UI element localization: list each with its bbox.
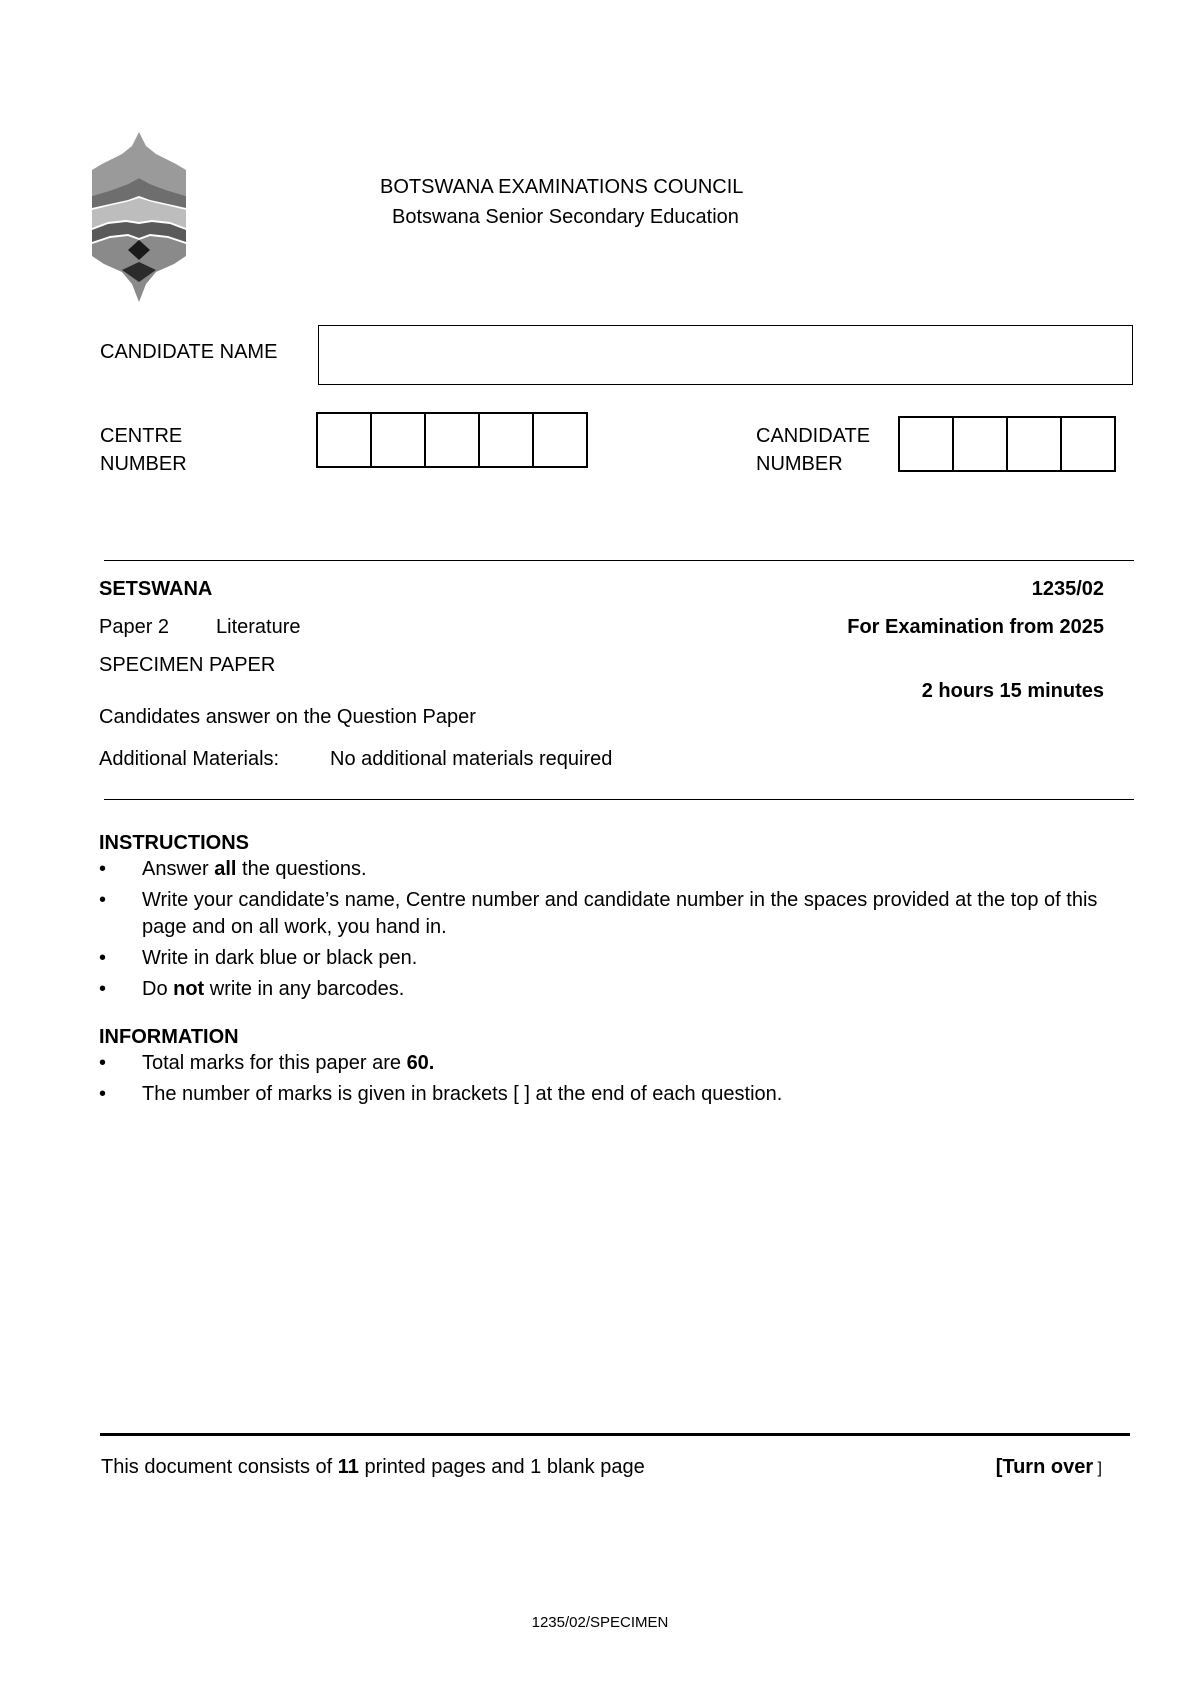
instruction-text: Answer	[142, 858, 215, 880]
information-emphasis: 60.	[406, 1052, 435, 1074]
information-text: Total marks for this paper are	[142, 1052, 407, 1074]
candidate-number-label	[756, 422, 870, 478]
materials-value: No additional materials required	[330, 748, 613, 770]
turn-over-label: [Turn over	[995, 1456, 1094, 1478]
instruction-text: write in any barcodes.	[204, 978, 405, 1000]
specimen-label: SPECIMEN PAPER	[99, 654, 276, 676]
turn-over-bracket: ]	[1093, 1460, 1102, 1477]
instruction-item	[99, 887, 1119, 941]
instructions-heading: INSTRUCTIONS	[99, 832, 249, 854]
instruction-text: Do	[142, 978, 174, 1000]
divider-bottom	[104, 799, 1134, 800]
divider-top	[104, 560, 1134, 561]
centre-number-label	[100, 422, 187, 478]
answer-on: Candidates answer on the Question Paper	[99, 706, 476, 728]
candidate-digit-box[interactable]	[1006, 416, 1062, 472]
page-count-number: 11	[337, 1456, 359, 1478]
subject: SETSWANA	[99, 578, 213, 600]
candidate-name-label: CANDIDATE NAME	[100, 341, 278, 363]
program-name: Botswana Senior Secondary Education	[392, 206, 739, 228]
candidate-digit-box[interactable]	[1060, 416, 1116, 472]
centre-digit-box[interactable]	[316, 412, 372, 468]
footer-rule	[100, 1433, 1130, 1436]
information-item	[99, 1050, 1119, 1077]
org-name: BOTSWANA EXAMINATIONS COUNCIL	[380, 176, 744, 198]
centre-label-line1: CENTRE	[100, 425, 183, 447]
instruction-item	[99, 976, 1119, 1003]
page-count-text: This document consists of	[101, 1456, 338, 1478]
information-item	[99, 1081, 1119, 1108]
information-text: The number of marks is given in brackets [ ] at the end of each question.	[142, 1083, 783, 1105]
document-code: 1235/02/SPECIMEN	[531, 1614, 669, 1631]
bec-logo	[88, 132, 190, 302]
header	[380, 172, 780, 232]
candidate-name-field[interactable]	[318, 325, 1133, 385]
centre-number-boxes	[316, 412, 588, 468]
centre-digit-box[interactable]	[478, 412, 534, 468]
centre-label-line2: NUMBER	[100, 453, 187, 475]
instruction-item	[99, 856, 1119, 883]
centre-digit-box[interactable]	[532, 412, 588, 468]
paper-component: Literature	[216, 616, 301, 638]
page-count-text: printed pages and 1 blank page	[358, 1456, 645, 1478]
page-count-note	[101, 1456, 645, 1479]
centre-digit-box[interactable]	[424, 412, 480, 468]
information-list	[99, 1050, 1119, 1108]
candidate-digit-box[interactable]	[898, 416, 954, 472]
candidate-label-line1: CANDIDATE	[756, 425, 871, 447]
paper-code: 1235/02	[1031, 578, 1104, 600]
candidate-number-boxes	[898, 416, 1116, 472]
instruction-emphasis: not	[173, 978, 205, 1000]
duration: 2 hours 15 minutes	[921, 680, 1104, 702]
instruction-text: the questions.	[236, 858, 367, 880]
instruction-emphasis: all	[214, 858, 237, 880]
turn-over	[996, 1456, 1102, 1479]
information-section	[99, 1024, 1119, 1112]
instructions-list	[99, 856, 1119, 1003]
candidate-digit-box[interactable]	[952, 416, 1008, 472]
candidate-label-line2: NUMBER	[756, 453, 843, 475]
information-heading: INFORMATION	[99, 1026, 239, 1048]
instruction-item	[99, 945, 1119, 972]
instruction-text: Write your candidate’s name, Centre number and candidate number in the spaces provided at the top of this page and on all work, you hand in.	[142, 889, 1098, 938]
materials-label: Additional Materials:	[99, 748, 280, 770]
centre-digit-box[interactable]	[370, 412, 426, 468]
instructions-section	[99, 830, 1119, 1007]
paper-number: Paper 2	[99, 616, 170, 638]
exam-from: For Examination from 2025	[847, 616, 1104, 638]
instruction-text: Write in dark blue or black pen.	[142, 947, 418, 969]
